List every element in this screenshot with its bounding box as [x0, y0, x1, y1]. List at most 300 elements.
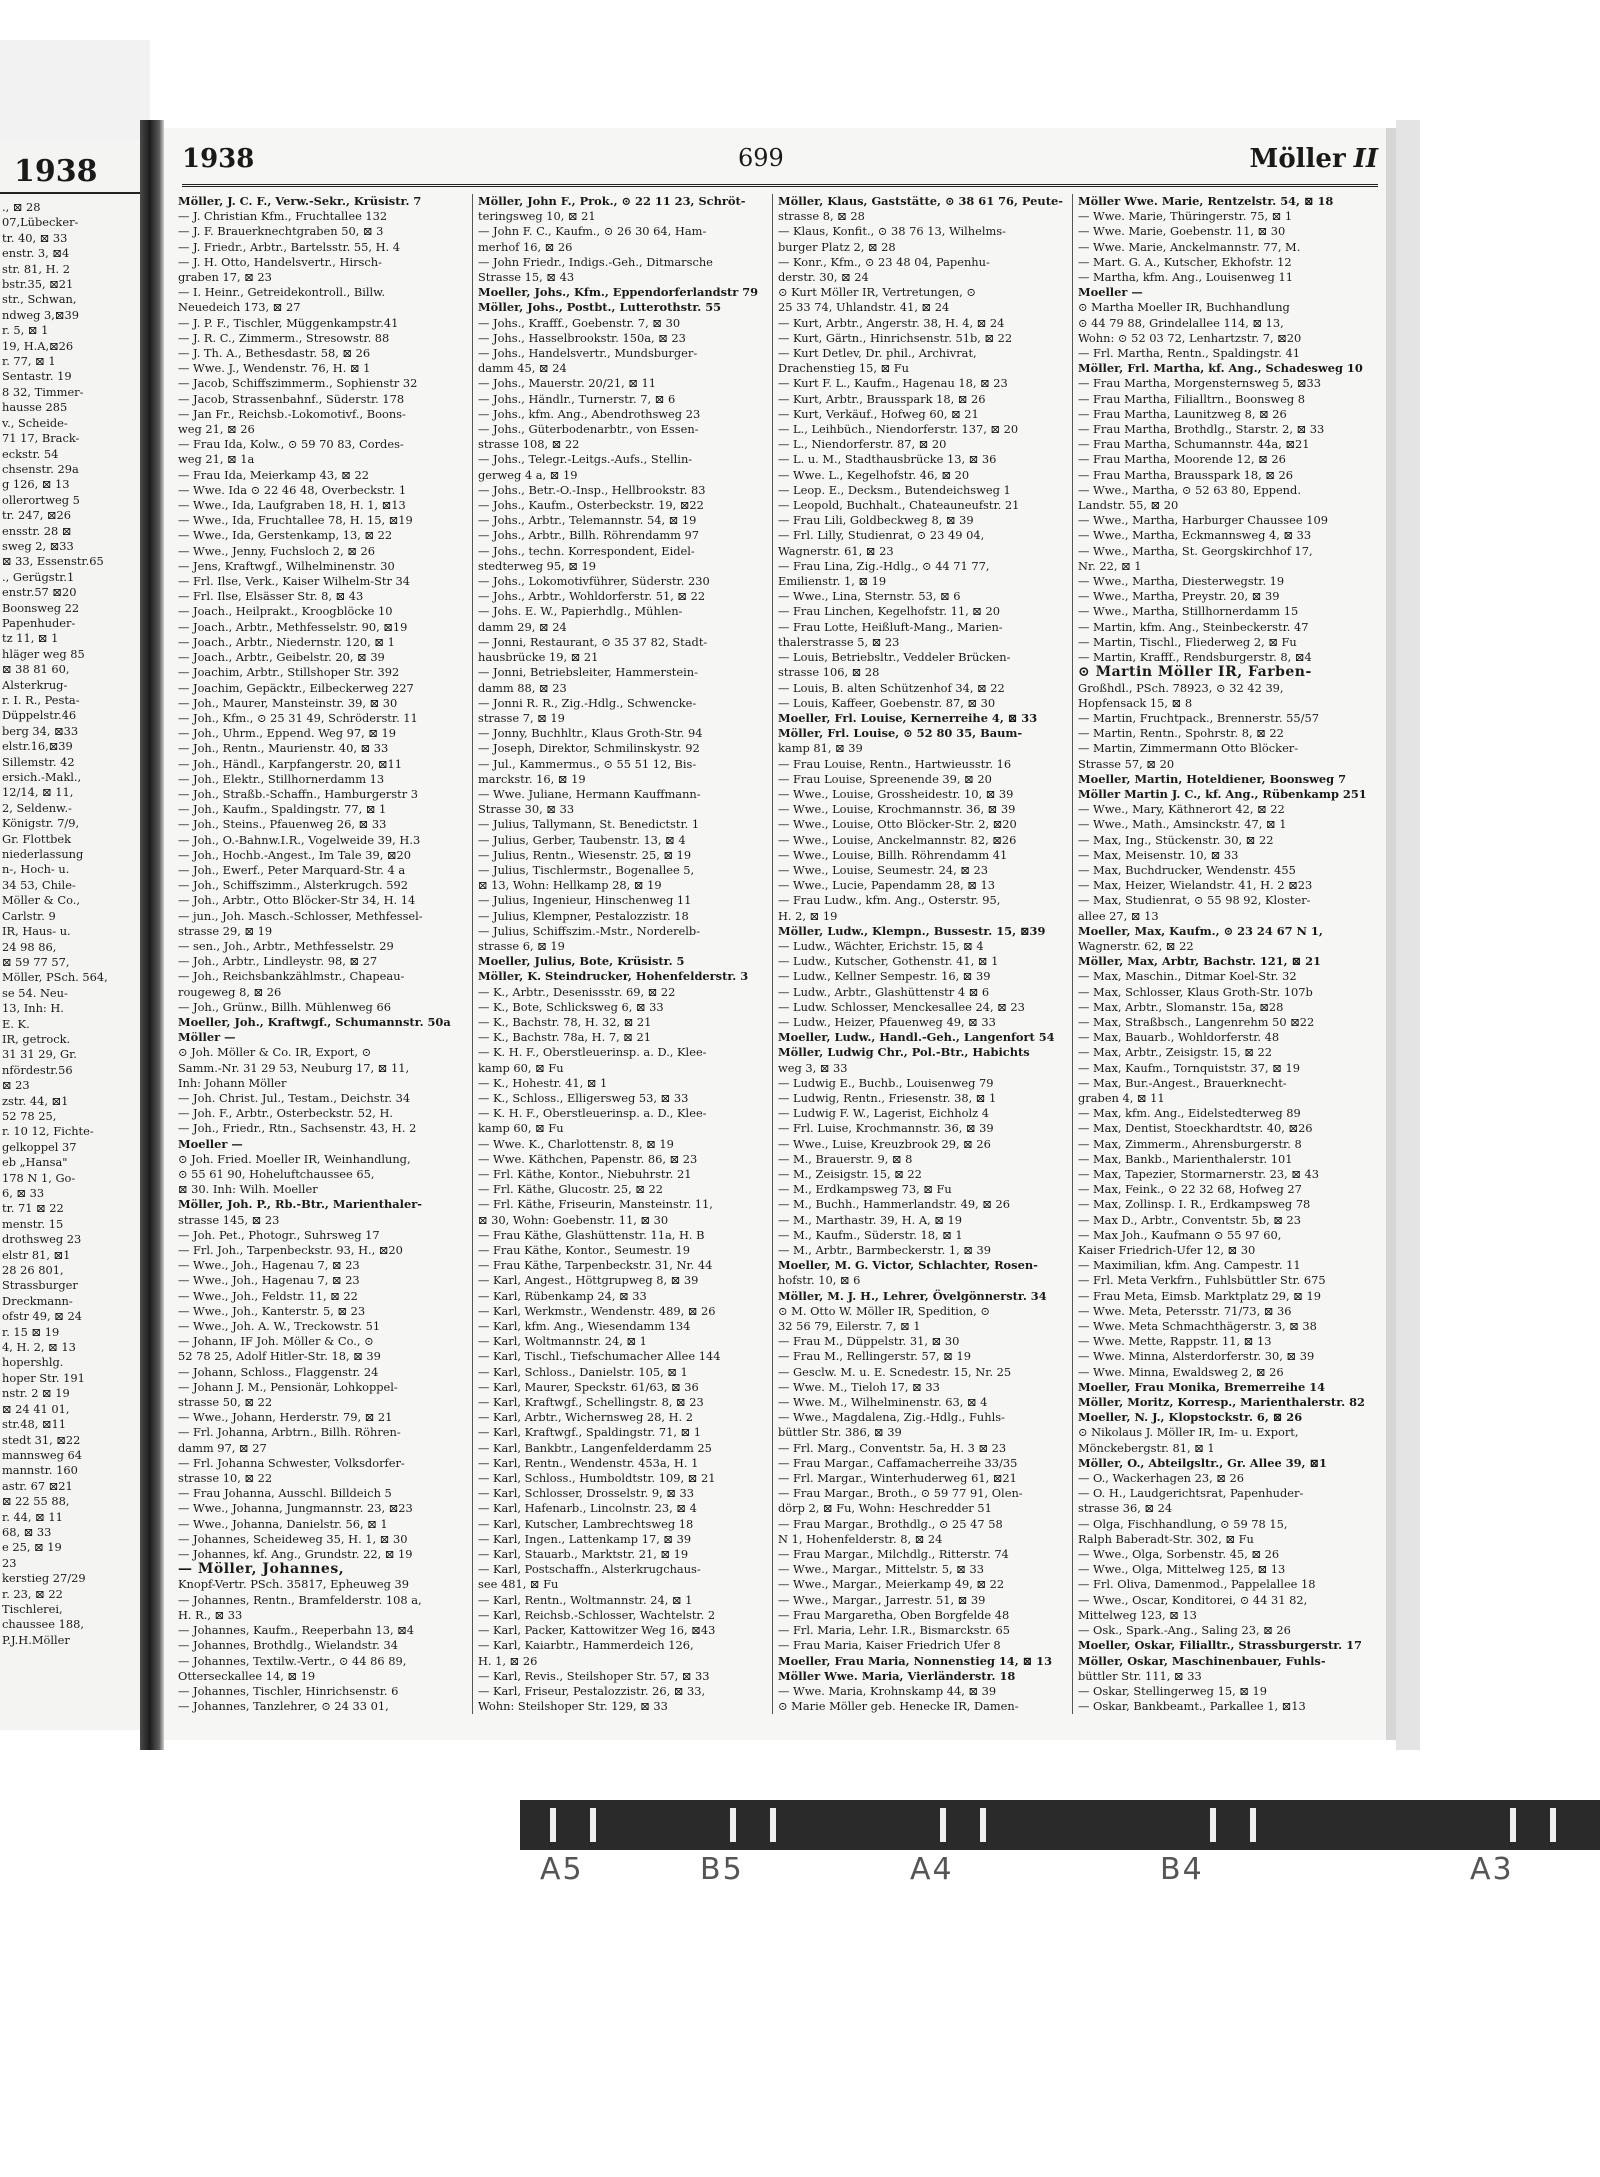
- directory-entry: H. R., ⊠ 33: [178, 1607, 243, 1622]
- directory-entry: — Karl, Rübenkamp 24, ⊠ 33: [478, 1288, 647, 1303]
- left-page-line: ⊠ 22 55 88,: [2, 1494, 70, 1509]
- volume-label: II: [1353, 144, 1378, 174]
- directory-entry: — J. Christian Kfm., Fruchtallee 132: [178, 209, 388, 224]
- directory-entry: — Wwe., Ida, Laufgraben 18, H. 1, ⊠13: [178, 498, 406, 513]
- directory-entry: Ralph Baberadt-Str. 302, ⊠ Fu: [1078, 1531, 1254, 1546]
- left-page-line: r. 77, ⊠ 1: [2, 354, 56, 369]
- directory-entry: — Wwe., Luise, Kreuzbrook 29, ⊠ 26: [778, 1136, 991, 1151]
- directory-entry: strasse 7, ⊠ 19: [478, 710, 565, 725]
- left-page-line: ., Gerügstr.1: [2, 569, 75, 584]
- directory-entry: hausbrücke 19, ⊠ 21: [478, 650, 599, 665]
- directory-entry: — Wwe. J., Wendenstr. 76, H. ⊠ 1: [178, 361, 371, 376]
- directory-entry: — K. H. F., Oberstleuerinsp. a. D., Klee-: [478, 1045, 707, 1060]
- directory-entry: — Joh., Straßb.-Schaffn., Hamburgerstr 3: [178, 786, 419, 801]
- directory-entry: — Joh., Uhrm., Eppend. Weg 97, ⊠ 19: [178, 726, 397, 741]
- book-gutter: [140, 120, 164, 1750]
- directory-entry: — Wwe. Käthchen, Papenstr. 86, ⊠ 23: [478, 1151, 698, 1166]
- directory-entry: Inh: Johann Möller: [178, 1075, 287, 1090]
- directory-entry: Möller, Ludw., Klempn., Bussestr. 15, ⊠39: [778, 923, 1046, 938]
- directory-entry: — Frau Lili, Goldbeckweg 8, ⊠ 39: [778, 513, 974, 528]
- directory-entry: — Karl, Rentn., Wendenstr. 453a, H. 1: [478, 1455, 699, 1470]
- directory-entry: — Wwe. Ida ⊙ 22 46 48, Overbeckstr. 1: [178, 482, 407, 497]
- directory-entry: — Wwe. Marie, Thüringerstr. 75, ⊠ 1: [1078, 209, 1293, 224]
- directory-entry: — Johs., Güterbodenarbtr., von Essen-: [478, 422, 699, 437]
- directory-entry: — Max, Zollinsp. I. R., Erdkampsweg 78: [1078, 1197, 1311, 1212]
- directory-entry: — Johs., Arbtr., Telemannstr. 54, ⊠ 19: [478, 513, 697, 528]
- directory-entry: — Martin, Rentn., Spohrstr. 8, ⊠ 22: [1078, 726, 1284, 741]
- directory-entry: — Martha, kfm. Ang., Louisenweg 11: [1078, 270, 1293, 285]
- directory-entry: — Wwe. Marie, Goebenstr. 11, ⊠ 30: [1078, 224, 1286, 239]
- directory-entry: Moeller, Frl. Louise, Kernerreihe 4, ⊠ 33: [778, 710, 1038, 725]
- left-page-line: r. 23, ⊠ 22: [2, 1586, 63, 1601]
- directory-entry: — Karl, Kaiarbtr., Hammerdeich 126,: [478, 1638, 694, 1653]
- directory-entry: — Mart. G. A., Kutscher, Ekhofstr. 12: [1078, 254, 1292, 269]
- directory-entry: — Wwe., Louise, Anckelmannstr. 82, ⊠26: [778, 832, 1017, 847]
- directory-entry: Möller, Frl. Louise, ⊙ 52 80 35, Baum-: [778, 726, 1023, 741]
- directory-entry: — I. Heinr., Getreidekontroll., Billw.: [178, 285, 386, 300]
- left-page-line: ⊠ 33, Essenstr.65: [2, 554, 104, 569]
- directory-entry: Möller, Max, Arbtr, Bachstr. 121, ⊠ 21: [1078, 954, 1321, 969]
- directory-entry: — Leopold, Buchhalt., Chateauneufstr. 21: [778, 498, 1020, 513]
- directory-entry: — Joh. Christ. Jul., Testam., Deichstr. 34: [178, 1090, 411, 1105]
- directory-entry: — M., Erdkampsweg 73, ⊠ Fu: [778, 1182, 952, 1197]
- directory-entry: — Wwe., Louise, Seumestr. 24, ⊠ 23: [778, 862, 988, 877]
- directory-entry: ⊙ 44 79 88, Grindelallee 114, ⊠ 13,: [1078, 315, 1284, 330]
- directory-entry: — Karl, Angest., Höttgrupweg 8, ⊠ 39: [478, 1273, 699, 1288]
- left-page-line: E. K.: [2, 1016, 30, 1031]
- directory-entry: Moeller —: [1078, 285, 1143, 300]
- directory-page: [164, 128, 1396, 1740]
- left-page-line: r. 10 12, Fichte-: [2, 1124, 94, 1139]
- left-page-line: Düppelstr.46: [2, 708, 77, 723]
- left-page-line: hoper Str. 191: [2, 1370, 85, 1385]
- left-page-line: 8 32, Timmer-: [2, 384, 84, 399]
- directory-entry: — Wwe., Martha, Preystr. 20, ⊠ 39: [1078, 589, 1280, 604]
- directory-entry: — Max, Meisenstr. 10, ⊠ 33: [1078, 847, 1239, 862]
- directory-entry: — Wwe. Meta, Petersstr. 71/73, ⊠ 36: [1078, 1303, 1292, 1318]
- directory-entry: — Wwe. Marie, Anckelmannstr. 77, M.: [1078, 239, 1301, 254]
- directory-entry: — M., Kaufm., Süderstr. 18, ⊠ 1: [778, 1227, 963, 1242]
- directory-entry: Moeller, Ludw., Handl.-Geh., Langenfort 54: [778, 1030, 1055, 1045]
- directory-entry: — Johs. E. W., Papierhdlg., Mühlen-: [478, 604, 683, 619]
- directory-entry: — Max, Arbtr., Zeisigstr. 15, ⊠ 22: [1078, 1045, 1273, 1060]
- directory-entry: — Joh., Steins., Pfauenweg 26, ⊠ 33: [178, 817, 387, 832]
- directory-entry: — Karl, Friseur, Pestalozzistr. 26, ⊠ 33,: [478, 1683, 706, 1698]
- directory-entry: — O. H., Laudgerichtsrat, Papenhuder-: [1078, 1486, 1304, 1501]
- directory-entry: — Julius, Gerber, Taubenstr. 13, ⊠ 4: [478, 832, 686, 847]
- directory-entry: — Joh., Friedr., Rtn., Sachsenstr. 43, H. 2: [178, 1121, 417, 1136]
- directory-entry: — Johs., Betr.-O.-Insp., Hellbrookstr. 83: [478, 482, 706, 497]
- directory-entry: — Joachim, Gepäcktr., Eilbeckerweg 227: [178, 680, 414, 695]
- directory-entry: weg 3, ⊠ 33: [778, 1060, 848, 1075]
- page-number: 699: [738, 144, 784, 172]
- left-page-line: Boonsweg 22: [2, 600, 80, 615]
- size-marker-label: A5: [540, 1852, 584, 1887]
- directory-entry: ⊙ 55 61 90, Hoheluftchaussee 65,: [178, 1167, 375, 1181]
- directory-entry: — Johs., kfm. Ang., Abendrothsweg 23: [478, 406, 701, 421]
- directory-entry: ⊙ Marie Möller geb. Henecke IR, Damen-: [778, 1699, 1019, 1714]
- directory-entry: Möller, Oskar, Maschinenbauer, Fuhls-: [1078, 1653, 1326, 1668]
- directory-entry: — Johannes, Scheideweg 35, H. 1, ⊠ 30: [178, 1531, 408, 1546]
- directory-entry: weg 21, ⊠ 26: [178, 422, 255, 437]
- column-divider: [1072, 194, 1073, 1714]
- directory-entry: — Ludwig F. W., Lagerist, Eichholz 4: [778, 1106, 989, 1121]
- left-page-line: Carlstr. 9: [2, 908, 56, 923]
- directory-entry: — Wwe., Joh., Feldstr. 11, ⊠ 22: [178, 1288, 358, 1303]
- directory-entry: kamp 60, ⊠ Fu: [478, 1060, 564, 1075]
- left-page-line: menstr. 15: [2, 1216, 64, 1231]
- directory-entry: — Frl. Maria, Lehr. I.R., Bismarckstr. 65: [778, 1623, 1010, 1638]
- directory-entry: — Johann, Schloss., Flaggenstr. 24: [178, 1364, 379, 1379]
- directory-entry: — Karl, Woltmannstr. 24, ⊠ 1: [478, 1334, 647, 1349]
- directory-entry: — Wwe., Joh. A. W., Treckowstr. 51: [178, 1319, 381, 1334]
- directory-entry: — Möller, Johannes,: [178, 1562, 345, 1578]
- directory-entry: — Frau Margar., Milchdlg., Ritterstr. 74: [778, 1547, 1009, 1562]
- left-page-line: Alsterkrug-: [2, 677, 68, 692]
- left-page-rule: [0, 192, 140, 194]
- directory-entry: — Wwe., Martha, ⊙ 52 63 80, Eppend.: [1078, 482, 1301, 497]
- directory-entry: — Joh., Ewerf., Peter Marquard-Str. 4 a: [178, 862, 406, 877]
- directory-entry: — Frau Martha, Brothdlg., Starstr. 2, ⊠ 33: [1078, 422, 1325, 437]
- directory-entry: strasse 8, ⊠ 28: [778, 209, 865, 224]
- directory-entry: — Kurt, Verkäuf., Hofweg 60, ⊠ 21: [778, 406, 979, 421]
- directory-entry: — Johannes, Tanzlehrer, ⊙ 24 33 01,: [178, 1699, 389, 1714]
- left-page-line: g 126, ⊠ 13: [2, 477, 70, 492]
- left-page-line: Strassburger: [2, 1278, 78, 1293]
- film-tick: [1510, 1808, 1516, 1842]
- left-page-line: 31 31 29, Gr.: [2, 1047, 77, 1062]
- directory-entry: — K., Arbtr., Desenissstr. 69, ⊠ 22: [478, 984, 676, 999]
- directory-entry: H. 2, ⊠ 19: [778, 908, 838, 923]
- directory-entry: Moeller, Martin, Hoteldiener, Boonsweg 7: [1078, 771, 1347, 786]
- directory-entry: — M., Buchh., Hammerlandstr. 49, ⊠ 26: [778, 1197, 1010, 1212]
- directory-entry: Möller, K. Steindrucker, Hohenfelderstr. 3: [478, 969, 749, 984]
- directory-entry: — Wwe., Martha, St. Georgskirchhof 17,: [1078, 543, 1313, 558]
- left-page-line: enstr. 3, ⊠4: [2, 246, 70, 261]
- directory-entry: Moeller, Frau Monika, Bremerreihe 14: [1078, 1379, 1326, 1394]
- directory-entry: — Julius, Ingenieur, Hinschenweg 11: [478, 893, 692, 908]
- directory-entry: — Frl. Meta Verkfrn., Fuhlsbüttler Str. 675: [1078, 1273, 1326, 1288]
- column-divider: [772, 194, 773, 1714]
- directory-entry: — Karl, Kraftwgf., Spaldingstr. 71, ⊠ 1: [478, 1425, 701, 1440]
- surname-label: Möller: [1249, 144, 1346, 174]
- left-page-line: 52 78 25,: [2, 1108, 57, 1123]
- directory-entry: — Louis, Betriebsltr., Veddeler Brücken-: [778, 650, 1011, 665]
- directory-entry: — Joh., Elektr., Stillhornerdamm 13: [178, 771, 385, 786]
- directory-entry: — K., Bote, Schlicksweg 6, ⊠ 33: [478, 999, 664, 1014]
- directory-entry: — Frau Margar., Brothdlg., ⊙ 25 47 58: [778, 1516, 1003, 1531]
- directory-entry: — Max, Bauarb., Wohldorferstr. 48: [1078, 1030, 1280, 1045]
- directory-entry: — Karl, Bankbtr., Langenfelderdamm 25: [478, 1440, 712, 1455]
- directory-entry: Möller, Ludwig Chr., Pol.-Btr., Habichts: [778, 1045, 1030, 1060]
- column-1: [178, 194, 470, 1714]
- directory-entry: Strasse 57, ⊠ 20: [1078, 756, 1175, 771]
- directory-entry: — Ludw., Kellner Sempestr. 16, ⊠ 39: [778, 969, 991, 984]
- directory-entry: — Frau Louise, Rentn., Hartwieusstr. 16: [778, 756, 1012, 771]
- directory-entry: — Max, Schlosser, Klaus Groth-Str. 107b: [1078, 984, 1313, 999]
- left-page-line: tr. 71 ⊠ 22: [2, 1201, 64, 1216]
- left-page-line: gelkoppel 37: [2, 1139, 77, 1154]
- directory-entry: Moeller, Johs., Kfm., Eppendorferlandstr 79: [478, 285, 759, 300]
- directory-entry: — Karl, Packer, Kattowitzer Weg 16, ⊠43: [478, 1623, 716, 1638]
- directory-entry: — Wwe., Margar., Mittelstr. 5, ⊠ 33: [778, 1562, 984, 1577]
- directory-entry: — Ludwig, Rentn., Friesenstr. 38, ⊠ 1: [778, 1090, 997, 1105]
- directory-entry: Strasse 30, ⊠ 33: [478, 802, 575, 817]
- directory-entry: — Wwe. Maria, Krohnskamp 44, ⊠ 39: [778, 1683, 997, 1698]
- directory-entry: — Wwe., Martha, Eckmannsweg 4, ⊠ 33: [1078, 528, 1312, 543]
- left-page-line: Sentastr. 19: [2, 369, 72, 384]
- directory-entry: — Johs., Handelsvertr., Mundsburger-: [478, 346, 698, 361]
- directory-entry: graben 4, ⊠ 11: [1078, 1090, 1165, 1105]
- left-page-line: tr. 247, ⊠26: [2, 508, 72, 523]
- directory-entry: — Karl, Schlosser, Drosselstr. 9, ⊠ 33: [478, 1486, 695, 1501]
- film-tick: [550, 1808, 556, 1842]
- directory-entry: — Joh. F., Arbtr., Osterbeckstr. 52, H.: [178, 1106, 394, 1121]
- directory-entry: — Frau Martha, Schumannstr. 44a, ⊠21: [1078, 437, 1310, 452]
- directory-entry: — Frl. Käthe, Friseurin, Mansteinstr. 11,: [478, 1197, 713, 1212]
- directory-entry: — Karl, Revis., Steilshoper Str. 57, ⊠ 33: [478, 1668, 710, 1683]
- directory-entry: — Louis, B. alten Schützenhof 34, ⊠ 22: [778, 680, 1005, 695]
- directory-entry: — John F. C., Kaufm., ⊙ 26 30 64, Ham-: [478, 224, 707, 239]
- directory-entry: — Max, Straßbsch., Langenrehm 50 ⊠22: [1078, 1014, 1315, 1029]
- directory-entry: — Max, Feink., ⊙ 22 32 68, Hofweg 27: [1078, 1182, 1302, 1197]
- directory-entry: — Frau Ida, Meierkamp 43, ⊠ 22: [178, 467, 369, 482]
- directory-entry: ⊙ Kurt Möller IR, Vertretungen, ⊙: [778, 285, 976, 300]
- left-page-line: r. I. R., Pesta-: [2, 693, 80, 707]
- left-page-line: 28 26 801,: [2, 1263, 64, 1278]
- column-divider: [472, 194, 473, 1714]
- directory-entry: Möller Martin J. C., kf. Ang., Rübenkamp 251: [1078, 786, 1367, 801]
- left-page-line: P.J.H.Möller: [2, 1632, 70, 1647]
- directory-entry: Mönckebergstr. 81, ⊠ 1: [1078, 1440, 1215, 1455]
- directory-entry: Moeller, Julius, Bote, Krüsistr. 5: [478, 954, 685, 969]
- directory-entry: — Frau Margar., Caffamacherreihe 33/35: [778, 1455, 1018, 1470]
- directory-entry: — Martin, Zimmermann Otto Blöcker-: [1078, 741, 1299, 756]
- directory-entry: — Wwe., Joh., Hagenau 7, ⊠ 23: [178, 1258, 360, 1273]
- left-page-line: ⊠ 23: [2, 1078, 30, 1093]
- left-page-line: IR, Haus- u.: [2, 924, 71, 939]
- directory-entry: — Joach., Heilprakt., Kroogblöcke 10: [178, 604, 393, 619]
- left-page-line: ollerortweg 5: [2, 492, 80, 507]
- directory-entry: — Martin, Tischl., Fliederweg 2, ⊠ Fu: [1078, 634, 1297, 649]
- directory-entry: — Frau Ida, Kolw., ⊙ 59 70 83, Cordes-: [178, 437, 404, 452]
- directory-entry: — J. Friedr., Arbtr., Bartelsstr. 55, H. 4: [178, 239, 401, 254]
- directory-entry: — L., Leihbüch., Niendorferstr. 137, ⊠ 20: [778, 422, 1019, 437]
- directory-entry: — Max, Heizer, Wielandstr. 41, H. 2 ⊠23: [1078, 878, 1313, 893]
- directory-entry: — Frl. Johanna, Arbtrn., Billh. Röhren-: [178, 1425, 401, 1440]
- running-head: [182, 142, 1378, 182]
- directory-entry: N 1, Hohenfelderstr. 8, ⊠ 24: [778, 1531, 943, 1546]
- directory-entry: — Jul., Kammermus., ⊙ 55 51 12, Bis-: [478, 756, 697, 771]
- directory-entry: damm 29, ⊠ 24: [478, 619, 567, 634]
- left-page-line: ⊠ 24 41 01,: [2, 1401, 70, 1416]
- directory-entry: — Karl, Kraftwgf., Schellingstr. 8, ⊠ 23: [478, 1395, 704, 1410]
- directory-entry: Otterseckallee 14, ⊠ 19: [178, 1668, 316, 1683]
- directory-entry: — Johs., Kaufm., Osterbeckstr. 19, ⊠22: [478, 498, 704, 513]
- directory-entry: — Joh., Arbtr., Otto Blöcker-Str 34, H. 14: [178, 893, 416, 908]
- film-tick: [940, 1808, 946, 1842]
- directory-entry: — M., Brauerstr. 9, ⊠ 8: [778, 1151, 913, 1166]
- directory-entry: — Wwe., Oscar, Konditorei, ⊙ 44 31 82,: [1078, 1592, 1308, 1607]
- directory-entry: Moeller, N. J., Klopstockstr. 6, ⊠ 26: [1078, 1410, 1303, 1425]
- left-page-line: hausse 285: [2, 400, 68, 415]
- directory-entry: damm 88, ⊠ 23: [478, 680, 567, 695]
- directory-entry: ⊠ 13, Wohn: Hellkamp 28, ⊠ 19: [478, 878, 662, 893]
- directory-entry: Mittelweg 123, ⊠ 13: [1078, 1607, 1197, 1622]
- directory-entry: — John Friedr., Indigs.-Geh., Ditmarsche: [478, 254, 713, 269]
- directory-entry: Moeller, Max, Kaufm., ⊙ 23 24 67 N 1,: [1078, 923, 1323, 938]
- directory-entry: — Maximilian, kfm. Ang. Campestr. 11: [1078, 1258, 1301, 1273]
- left-page-line: IR, getrock.: [2, 1031, 71, 1046]
- left-page-line: str.48, ⊠11: [2, 1417, 67, 1432]
- left-page-line: ⊠ 59 77 57,: [2, 954, 70, 969]
- directory-entry: — Johannes, Kaufm., Reeperbahn 13, ⊠4: [178, 1623, 415, 1638]
- directory-entry: — Johannes, Rentn., Bramfelderstr. 108 a,: [178, 1592, 422, 1607]
- size-marker-label: B5: [700, 1852, 744, 1887]
- left-page-line: chsenstr. 29a: [2, 461, 79, 476]
- left-page-line: se 54. Neu-: [2, 985, 68, 1000]
- directory-entry: — Frau Lina, Zig.-Hdlg., ⊙ 44 71 77,: [778, 558, 990, 573]
- directory-entry: — Max Joh., Kaufmann ⊙ 55 97 60,: [1078, 1227, 1282, 1242]
- directory-entry: — Johs., techn. Korrespondent, Eidel-: [478, 543, 695, 558]
- directory-entry: — Wwe., Olga, Sorbenstr. 45, ⊠ 26: [1078, 1547, 1280, 1562]
- left-page-line: nstr. 2 ⊠ 19: [2, 1386, 70, 1401]
- directory-entry: — Karl, Hafenarb., Lincolnstr. 23, ⊠ 4: [478, 1501, 697, 1516]
- directory-entry: — Max, kfm. Ang., Eidelstedterweg 89: [1078, 1106, 1301, 1121]
- directory-entry: — Johann J. M., Pensionär, Lohkoppel-: [178, 1379, 398, 1394]
- directory-entry: — Wwe., Martha, Harburger Chaussee 109: [1078, 513, 1328, 528]
- directory-entry: — Ludw., Wächter, Erichstr. 15, ⊠ 4: [778, 938, 984, 953]
- directory-entry: Wohn: Steilshoper Str. 129, ⊠ 33: [478, 1699, 668, 1714]
- directory-entry: — Johs., Arbtr., Billh. Röhrendamm 97: [478, 528, 700, 543]
- directory-entry: — Karl, Stauarb., Marktstr. 21, ⊠ 19: [478, 1547, 689, 1562]
- directory-entry: — Frl. Oliva, Damenmod., Pappelallee 18: [1078, 1577, 1316, 1592]
- left-page-line: Möller & Co.,: [2, 893, 80, 908]
- directory-entry: — J. P. F., Tischler, Müggenkampstr.41: [178, 315, 399, 330]
- directory-entry: — Frl. Marg., Conventstr. 5a, H. 3 ⊠ 23: [778, 1440, 1007, 1455]
- directory-entry: — Max, Buchdrucker, Wendenstr. 455: [1078, 862, 1296, 877]
- directory-entry: Großhdl., PSch. 78923, ⊙ 32 42 39,: [1078, 680, 1284, 695]
- directory-entry: kamp 60, ⊠ Fu: [478, 1121, 564, 1136]
- left-page-line: 07,Lübecker-: [2, 215, 79, 230]
- directory-entry: — Wwe., Louise, Billh. Röhrendamm 41: [778, 847, 1008, 862]
- directory-entry: Moeller, Oskar, Filialltr., Strassburgerstr. 17: [1078, 1638, 1362, 1653]
- left-page-line: 13, Inh: H.: [2, 1001, 64, 1016]
- directory-entry: H. 1, ⊠ 26: [478, 1653, 538, 1668]
- directory-entry: — Karl, Schloss., Humboldtstr. 109, ⊠ 21: [478, 1471, 716, 1486]
- directory-entry: — Frau Käthe, Glashüttenstr. 11a, H. B: [478, 1227, 705, 1242]
- film-tick: [1250, 1808, 1256, 1842]
- directory-entry: strasse 50, ⊠ 22: [178, 1395, 273, 1410]
- directory-entry: — Joh., Rentn., Maurienstr. 40, ⊠ 33: [178, 741, 389, 756]
- directory-entry: — Osk., Spark.-Ang., Saling 23, ⊠ 26: [1078, 1623, 1291, 1638]
- left-page-year: 1938: [14, 154, 98, 189]
- left-page-line: bstr.35, ⊠21: [2, 277, 74, 292]
- directory-entry: — Wwe., Louise, Grossheidestr. 10, ⊠ 39: [778, 786, 1014, 801]
- directory-entry: — sen., Joh., Arbtr., Methfesselstr. 29: [178, 938, 394, 953]
- directory-entry: Möller, J. C. F., Verw.-Sekr., Krüsistr. 7: [178, 194, 422, 208]
- directory-entry: — Ludw., Kutscher, Gothenstr. 41, ⊠ 1: [778, 954, 999, 969]
- left-page-line: ⊠ 38 81 60,: [2, 662, 70, 677]
- directory-entry: — Johs., Telegr.-Leitgs.-Aufs., Stellin-: [478, 452, 693, 467]
- directory-entry: derstr. 30, ⊠ 24: [778, 270, 869, 285]
- directory-entry: graben 17, ⊠ 23: [178, 270, 272, 285]
- directory-entry: — Wwe., Martha, Diesterwegstr. 19: [1078, 574, 1285, 589]
- directory-entry: — Joh., Grünw., Billh. Mühlenweg 66: [178, 999, 391, 1014]
- left-page-line: ., ⊠ 28: [2, 200, 41, 214]
- directory-entry: — O., Wackerhagen 23, ⊠ 26: [1078, 1471, 1245, 1486]
- directory-entry: — Joh., Kfm., ⊙ 25 31 49, Schröderstr. 11: [178, 710, 418, 725]
- left-page-line: drothsweg 23: [2, 1232, 82, 1247]
- directory-entry: ⊙ M. Otto W. Möller IR, Spedition, ⊙: [778, 1303, 990, 1318]
- directory-entry: — Karl, Werkmstr., Wendenstr. 489, ⊠ 26: [478, 1303, 716, 1318]
- film-tick: [1550, 1808, 1556, 1842]
- directory-entry: ⊙ Martin Möller IR, Farben-: [1078, 665, 1312, 681]
- directory-entry: — Wwe. M., Tieloh 17, ⊠ 33: [778, 1379, 940, 1394]
- directory-entry: — Louis, Kaffeer, Goebenstr. 87, ⊠ 30: [778, 695, 996, 710]
- directory-entry: — Johs., Arbtr., Wohldorferstr. 51, ⊠ 22: [478, 589, 706, 604]
- directory-entry: — Julius, Schiffszim.-Mstr., Norderelb-: [478, 923, 701, 938]
- directory-entry: — Frau Martha, Morgensternsweg 5, ⊠33: [1078, 376, 1322, 391]
- directory-entry: — Julius, Klempner, Pestalozzistr. 18: [478, 908, 689, 923]
- directory-entry: — Klaus, Konfit., ⊙ 38 76 13, Wilhelms-: [778, 224, 1006, 239]
- directory-entry: — J. F. Brauerknechtgraben 50, ⊠ 3: [178, 224, 384, 239]
- directory-entry: — Ludw. Schlosser, Menckesallee 24, ⊠ 23: [778, 999, 1025, 1014]
- directory-entry: — Johs., Hasselbrookstr. 150a, ⊠ 23: [478, 330, 686, 345]
- directory-entry: — Johannes, Textilw.-Vertr., ⊙ 44 86 89,: [178, 1653, 407, 1668]
- directory-entry: — Frau Martha, Moorende 12, ⊠ 26: [1078, 452, 1286, 467]
- directory-entry: merhof 16, ⊠ 26: [478, 239, 573, 254]
- directory-entry: — Joh., Kaufm., Spaldingstr. 77, ⊠ 1: [178, 802, 387, 817]
- directory-entry: — Joseph, Direktor, Schmilinskystr. 92: [478, 741, 700, 756]
- left-page-line: str., Schwan,: [2, 292, 77, 307]
- left-page-line: kerstieg 27/29: [2, 1571, 86, 1586]
- directory-entry: — Olga, Fischhandlung, ⊙ 59 78 15,: [1078, 1516, 1288, 1531]
- directory-entry: — Joh., Hochb.-Angest., Im Tale 39, ⊠20: [178, 847, 411, 862]
- directory-entry: strasse 106, ⊠ 28: [778, 665, 880, 680]
- directory-entry: — Kurt Detlev, Dr. phil., Archivrat,: [778, 346, 977, 361]
- directory-entry: — M., Marthastr. 39, H. A, ⊠ 19: [778, 1212, 963, 1227]
- directory-entry: — Frau Meta, Eimsb. Marktplatz 29, ⊠ 19: [1078, 1288, 1321, 1303]
- directory-entry: damm 45, ⊠ 24: [478, 361, 567, 376]
- left-page-line: mannstr. 160: [2, 1463, 78, 1478]
- directory-entry: — Wwe., Math., Amsinckstr. 47, ⊠ 1: [1078, 817, 1287, 832]
- left-page-line: Gr. Flottbek: [2, 831, 72, 846]
- directory-entry: strasse 145, ⊠ 23: [178, 1212, 280, 1227]
- directory-entry: — Wwe. Minna, Alsterdorferstr. 30, ⊠ 39: [1078, 1349, 1315, 1364]
- left-page-line: niederlassung: [2, 847, 84, 862]
- left-page-line: 4, H. 2, ⊠ 13: [2, 1340, 76, 1355]
- directory-entry: — Karl, Reichsb.-Schlosser, Wachtelstr. 2: [478, 1607, 716, 1622]
- directory-entry: Kaiser Friedrich-Ufer 12, ⊠ 30: [1078, 1243, 1256, 1258]
- directory-entry: — Wwe. M., Wilhelminenstr. 63, ⊠ 4: [778, 1395, 988, 1410]
- directory-entry: Knopf-Vertr. PSch. 35817, Epheuweg 39: [178, 1577, 410, 1592]
- directory-entry: — Wwe., Ida, Fruchtallee 78, H. 15, ⊠19: [178, 513, 413, 528]
- directory-entry: Moeller, M. G. Victor, Schlachter, Rosen-: [778, 1258, 1038, 1273]
- left-page-line: r. 44, ⊠ 11: [2, 1509, 63, 1524]
- directory-entry: — Julius, Tischlermstr., Bogenallee 5,: [478, 862, 695, 877]
- directory-entry: thalerstrasse 5, ⊠ 23: [778, 634, 900, 649]
- directory-entry: — Frau Margaretha, Oben Borgfelde 48: [778, 1607, 1010, 1622]
- directory-entry: ⊠ 30, Wohn: Goebenstr. 11, ⊠ 30: [478, 1212, 669, 1227]
- directory-entry: — Wwe., Martha, Stillhornerdamm 15: [1078, 604, 1299, 619]
- directory-entry: — Karl, Postschaffn., Alsterkrugchaus-: [478, 1562, 701, 1577]
- directory-entry: — Frl. Luise, Krochmannstr. 36, ⊠ 39: [778, 1121, 994, 1136]
- directory-entry: — L., Niendorferstr. 87, ⊠ 20: [778, 437, 947, 452]
- directory-entry: ⊙ Nikolaus J. Möller IR, Im- u. Export,: [1078, 1425, 1299, 1440]
- left-page-line: ersich.-Makl.,: [2, 770, 82, 785]
- left-page-line: str. 81, H. 2: [2, 261, 71, 276]
